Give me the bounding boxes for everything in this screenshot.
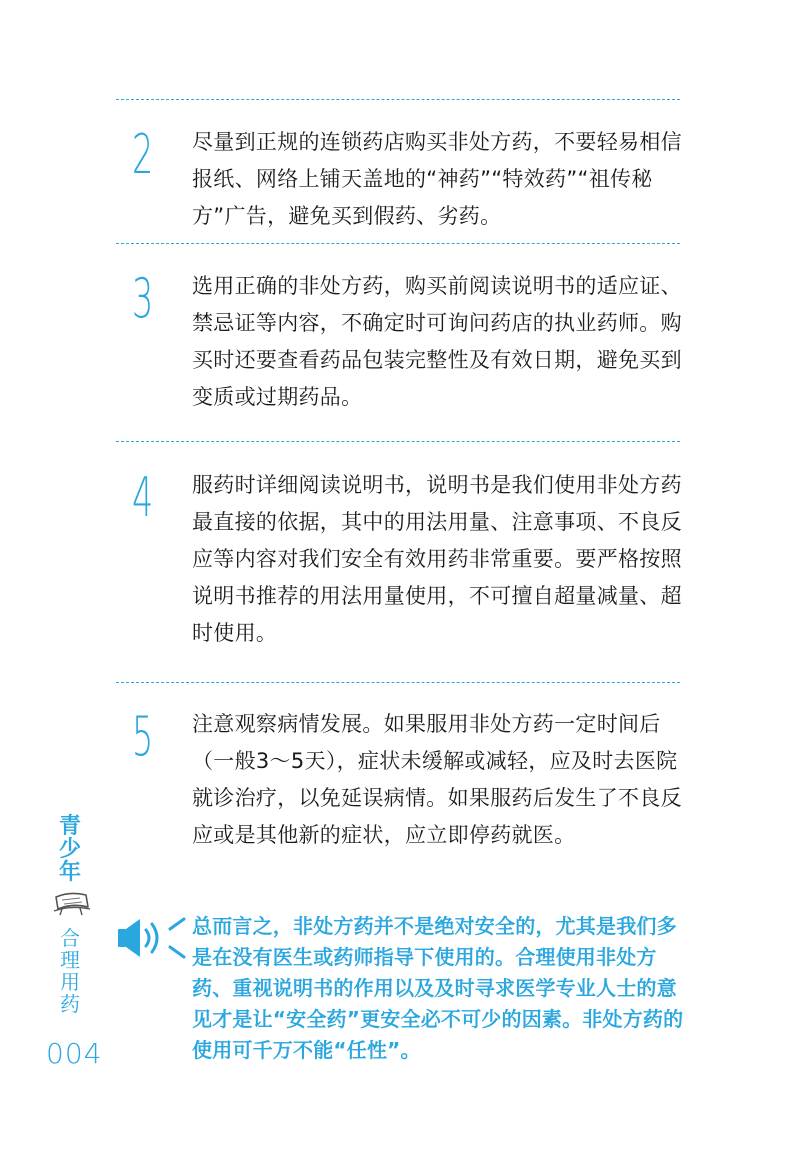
divider-top: [116, 99, 680, 100]
list-item: [116, 124, 680, 239]
sidebar-title-char: 青: [58, 814, 81, 839]
list-item: [116, 467, 680, 662]
summary-text: 总而言之，非处方药并不是绝对安全的，尤其是我们多是在没有医生或药师指导下使用的。合理使用非处方药、重视说明书的作用以及及时寻求医学专业人士的意见才是让“安全药”更安全必不可少的因素。非处方药的使用可千万不能“任性”。: [192, 914, 684, 1062]
speaker-icon: [114, 913, 190, 963]
page-number: 004: [46, 1037, 103, 1070]
divider-2-3: [116, 243, 680, 244]
divider-4-5: [116, 682, 680, 683]
sidebar-subtitle-char: 理: [60, 948, 80, 972]
list-item: [116, 706, 680, 866]
item-number: 2: [132, 123, 154, 186]
sidebar-title-char: 少: [58, 837, 81, 862]
sidebar-subtitle-char: 合: [60, 926, 80, 950]
sidebar-subtitle-char: 药: [60, 992, 80, 1016]
sidebar-title-char: 年: [58, 860, 81, 885]
item-text: 注意观察病情发展。如果服用非处方药一定时间后（一般3～5天），症状未缓解或减轻，应及时去医院就诊治疗，以免延误病情。如果服药后发生了不良反应或是其他新的症状，应立即停药就医。: [192, 712, 682, 847]
item-number: 4: [132, 466, 154, 529]
book-logo-icon: [50, 887, 92, 919]
item-text: 尽量到正规的连锁药店购买非处方药，不要轻易相信报纸、网络上铺天盖地的“神药”“特效药”“祖传秘方”广告，避免买到假药、劣药。: [192, 130, 682, 228]
list-item: [116, 268, 680, 428]
divider-3-4: [116, 441, 680, 442]
item-text: 服药时详细阅读说明书，说明书是我们使用非处方药最直接的依据，其中的用法用量、注意事项、不良反应等内容对我们安全有效用药非常重要。要严格按照说明书推荐的用法用量使用，不可擅自超量减量、超时使用。: [192, 473, 682, 645]
item-number: 3: [132, 267, 154, 330]
sidebar-subtitle-char: 用: [60, 970, 80, 994]
item-text: 选用正确的非处方药，购买前阅读说明书的适应证、禁忌证等内容，不确定时可询问药店的执业药师。购买时还要查看药品包装完整性及有效日期，避免买到变质或过期药品。: [192, 274, 682, 409]
item-number: 5: [132, 705, 154, 768]
